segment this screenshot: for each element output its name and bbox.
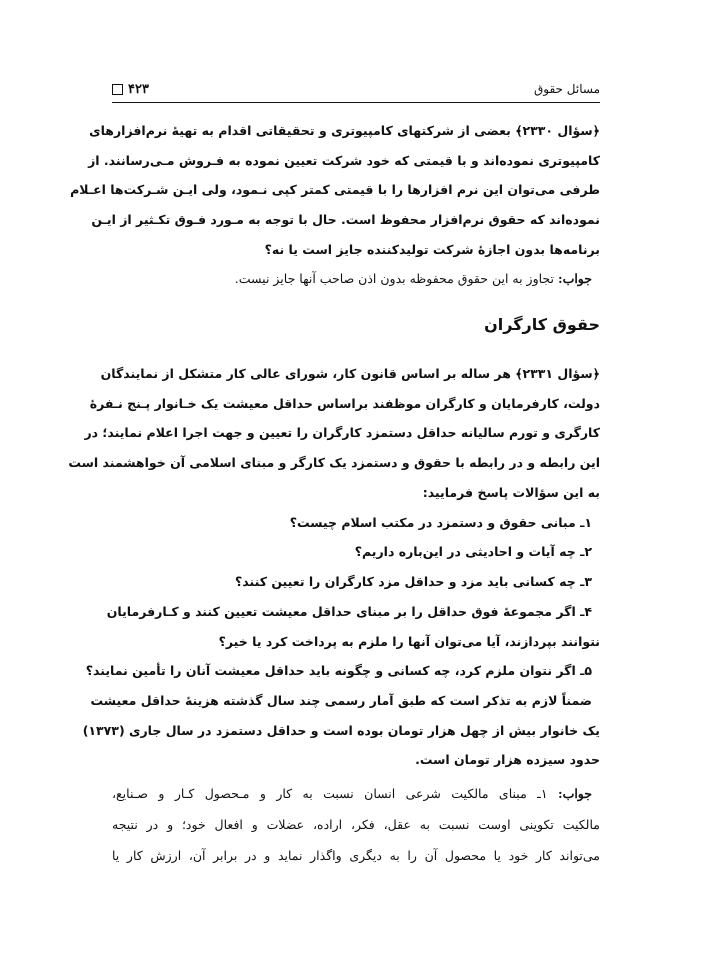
q2330-line-1: ﴿سؤال ۲۳۳۰﴾ بعضی از شرکتهای کامپیوتری و تحقیقاتی اقدام به تهیهٔ نرم‌افزارهای bbox=[89, 123, 600, 138]
q2330-line-4: نموده‌اند که حقوق نرم‌افزار محفوظ است. حال با توجه به مـورد فـوق تکـثیر از ایـن bbox=[91, 212, 600, 227]
q2330-line-5: برنامه‌ها بدون اجازهٔ شرکت تولیدکننده جایز است یا نه؟ bbox=[264, 242, 600, 257]
section-title: مسائل حقوق bbox=[533, 82, 600, 96]
q2331-note-2: یک خانوار بیش از چهل هزار تومان بوده است و حداقل دستمزد در سال جاری (۱۳۷۳) bbox=[82, 723, 600, 738]
q2331-answer-line-1 bbox=[112, 786, 592, 801]
page-number: ۴۲۳ bbox=[128, 81, 149, 97]
section-heading: حقوق کارگران bbox=[484, 315, 600, 334]
q2331-note-1: ضمناً لازم به تذکر است که طبق آمار رسمی چند سال گذشته هزینهٔ حداقل معیشت bbox=[90, 693, 592, 708]
answer-text: ۱ـ مبنای مالکیت شرعی انسان نسبت به کار و مـحصول کـار و صـنایع، bbox=[112, 786, 558, 801]
q2331-item-2: ۲ـ چه آیات و احادیثی در این‌باره داریم؟ bbox=[354, 544, 592, 559]
page-number-group bbox=[112, 82, 149, 97]
answer-label: جواب: bbox=[557, 271, 592, 286]
q2331-item-1: ۱ـ مبانی حقوق و دستمزد در مکتب اسلام چیست؟ bbox=[289, 515, 592, 530]
answer-text: تجاوز به این حقوق محفوظه بدون اذن صاحب آنها جایز نیست. bbox=[234, 271, 558, 286]
header-rule bbox=[112, 102, 600, 103]
q2331-item-4: ۴ـ اگر مجموعهٔ فوق حداقل را بر مبنای حداقل معیشت تعیین کنند و کـارفرمایان bbox=[106, 604, 592, 619]
q2331-item-5: ۵ـ اگر نتوان ملزم کرد، چه کسانی و چگونه باید حداقل معیشت آنان را تأمین نمایند؟ bbox=[85, 663, 592, 678]
q2331-item-3: ۳ـ چه کسانی باید مزد و حداقل مزد کارگران را تعیین کنند؟ bbox=[235, 574, 592, 589]
answer-label: جواب: bbox=[557, 786, 592, 801]
square-icon bbox=[112, 84, 123, 95]
running-header bbox=[112, 80, 600, 98]
q2331-line-5: به این سؤالات پاسخ فرمایید: bbox=[422, 485, 600, 500]
q2331-answer-line-2: مالکیت تکوینی اوست نسبت به عقل، فکر، اراده، عضلات و افعال خود؛ و در نتیجه bbox=[112, 817, 600, 832]
q2330-answer bbox=[104, 271, 592, 286]
q2331-line-3: کارگری و تورم سالیانه حداقل دستمزد کارگران را تعیین و جهت اجرا اعلام نمایند؛ در bbox=[84, 425, 600, 440]
q2330-line-2: کامپیوتری نموده‌اند و با قیمتی که خود شرکت تعیین نموده به فـروش مـی‌رسانند. از bbox=[88, 153, 600, 168]
q2331-line-1: ﴿سؤال ۲۳۳۱﴾ هر ساله بر اساس قانون کار، شورای عالی کار متشکل از نمایندگان bbox=[100, 366, 600, 381]
q2331-answer-line-3: می‌تواند کار خود یا محصول آن را به دیگری واگذار نماید و در برابر آن، ارزش کار یا bbox=[112, 848, 600, 863]
q2330-line-3: طرفی می‌توان این نرم افزارها را با قیمتی کمتر کپی نـمود، ولی ایـن شـرکت‌ها اعـلام bbox=[70, 182, 600, 197]
q2331-line-4: این رابطه و در رابطه با حقوق و دستمزد یک کارگر و مبنای اسلامی آن خواهشمند است bbox=[68, 455, 600, 470]
q2331-item-4-cont: نتوانند بپردازند، آیا می‌توان آنها را ملزم به پرداخت کرد یا خیر؟ bbox=[218, 634, 600, 649]
q2331-line-2: دولت، کارفرمایان و کارگران موظفند براساس حداقل معیشت یک خـانوار پـنج نـفرهٔ bbox=[89, 396, 600, 411]
q2331-note-3: حدود سیزده هزار تومان است. bbox=[415, 752, 600, 767]
